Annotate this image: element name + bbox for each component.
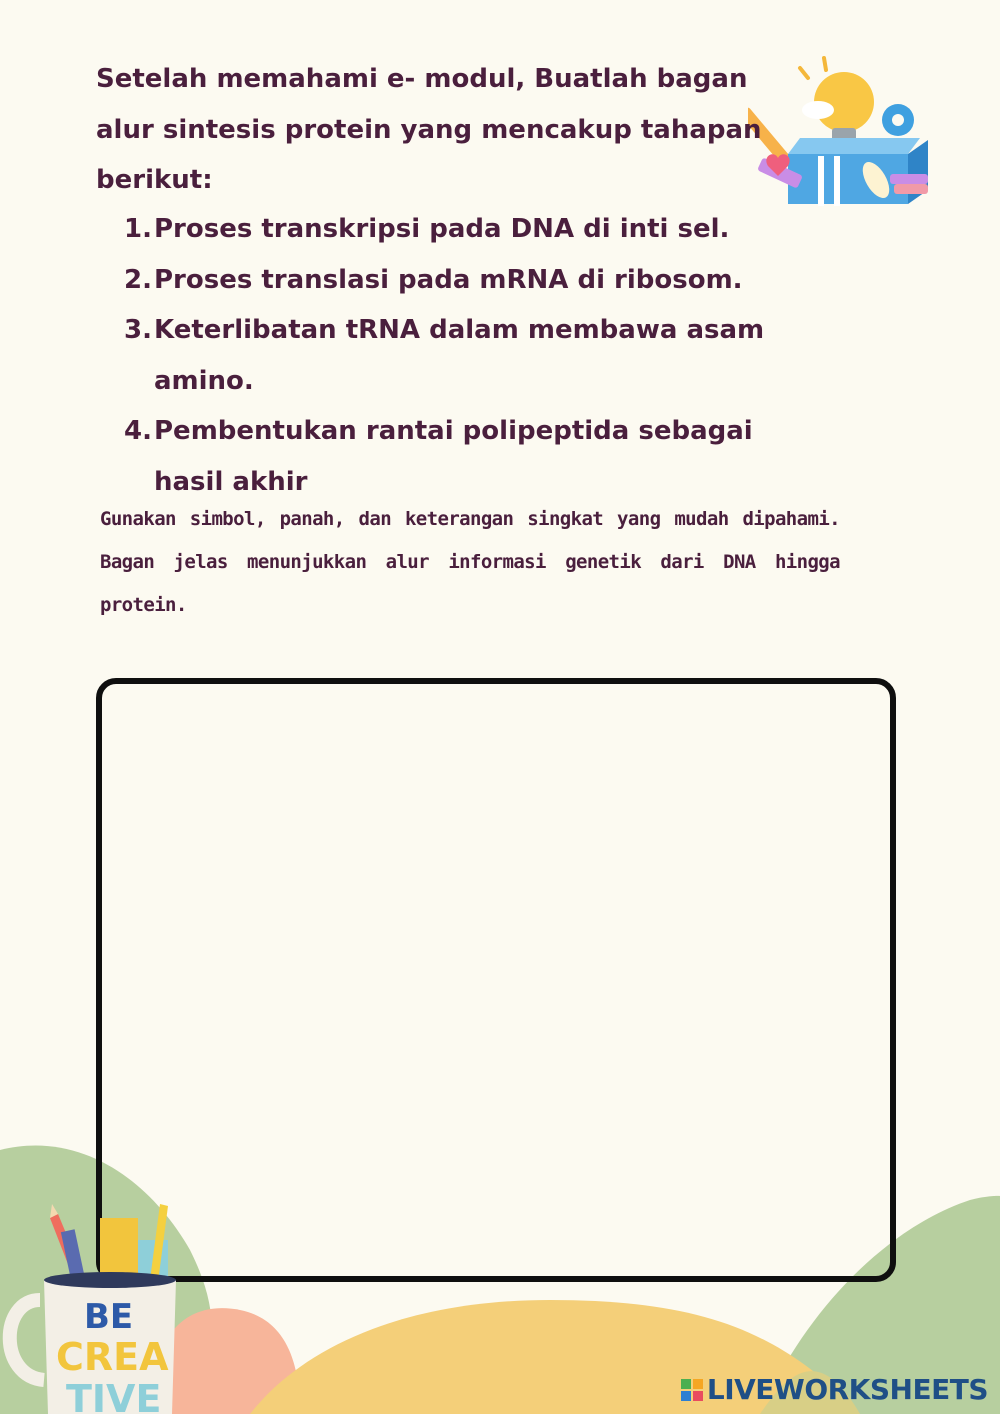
step-number: 4. (124, 416, 152, 446)
list-item (96, 204, 796, 255)
list-item (96, 255, 796, 306)
answer-box[interactable] (96, 678, 896, 1282)
mug-text-line-2: CREA (56, 1335, 169, 1379)
brand-name: LIVEWORKSHEETS (706, 1373, 988, 1406)
liveworksheets-logo-icon (681, 1379, 703, 1401)
brand-watermark (681, 1373, 988, 1406)
list-item (96, 305, 796, 406)
pencil-mug-icon (0, 1200, 200, 1414)
guidance-note: Gunakan simbol, panah, dan keterangan singkat yang mudah dipahami. Bagan jelas menunjukkan alur informasi genetik dari DNA hingga protein. (100, 508, 840, 616)
step-number: 1. (124, 214, 152, 244)
list-item (96, 406, 796, 507)
step-number: 2. (124, 264, 152, 295)
step-number: 3. (124, 315, 152, 345)
step-text: Proses transkripsi pada DNA di inti sel. (154, 214, 730, 244)
mug-text-line-3: TIVE (66, 1377, 162, 1414)
step-list (96, 204, 796, 507)
step-text: Pembentukan rantai polipeptida sebagai hasil akhir (154, 416, 753, 497)
step-text: Proses translasi pada mRNA di ribosom. (154, 264, 743, 295)
step-text: Keterlibatan tRNA dalam membawa asam amino. (154, 315, 765, 396)
instruction-text: Setelah memahami e- modul, Buatlah bagan alur sintesis protein yang mencakup tahapan berikut: (96, 64, 762, 195)
mug-text-line-1: BE (84, 1297, 134, 1337)
